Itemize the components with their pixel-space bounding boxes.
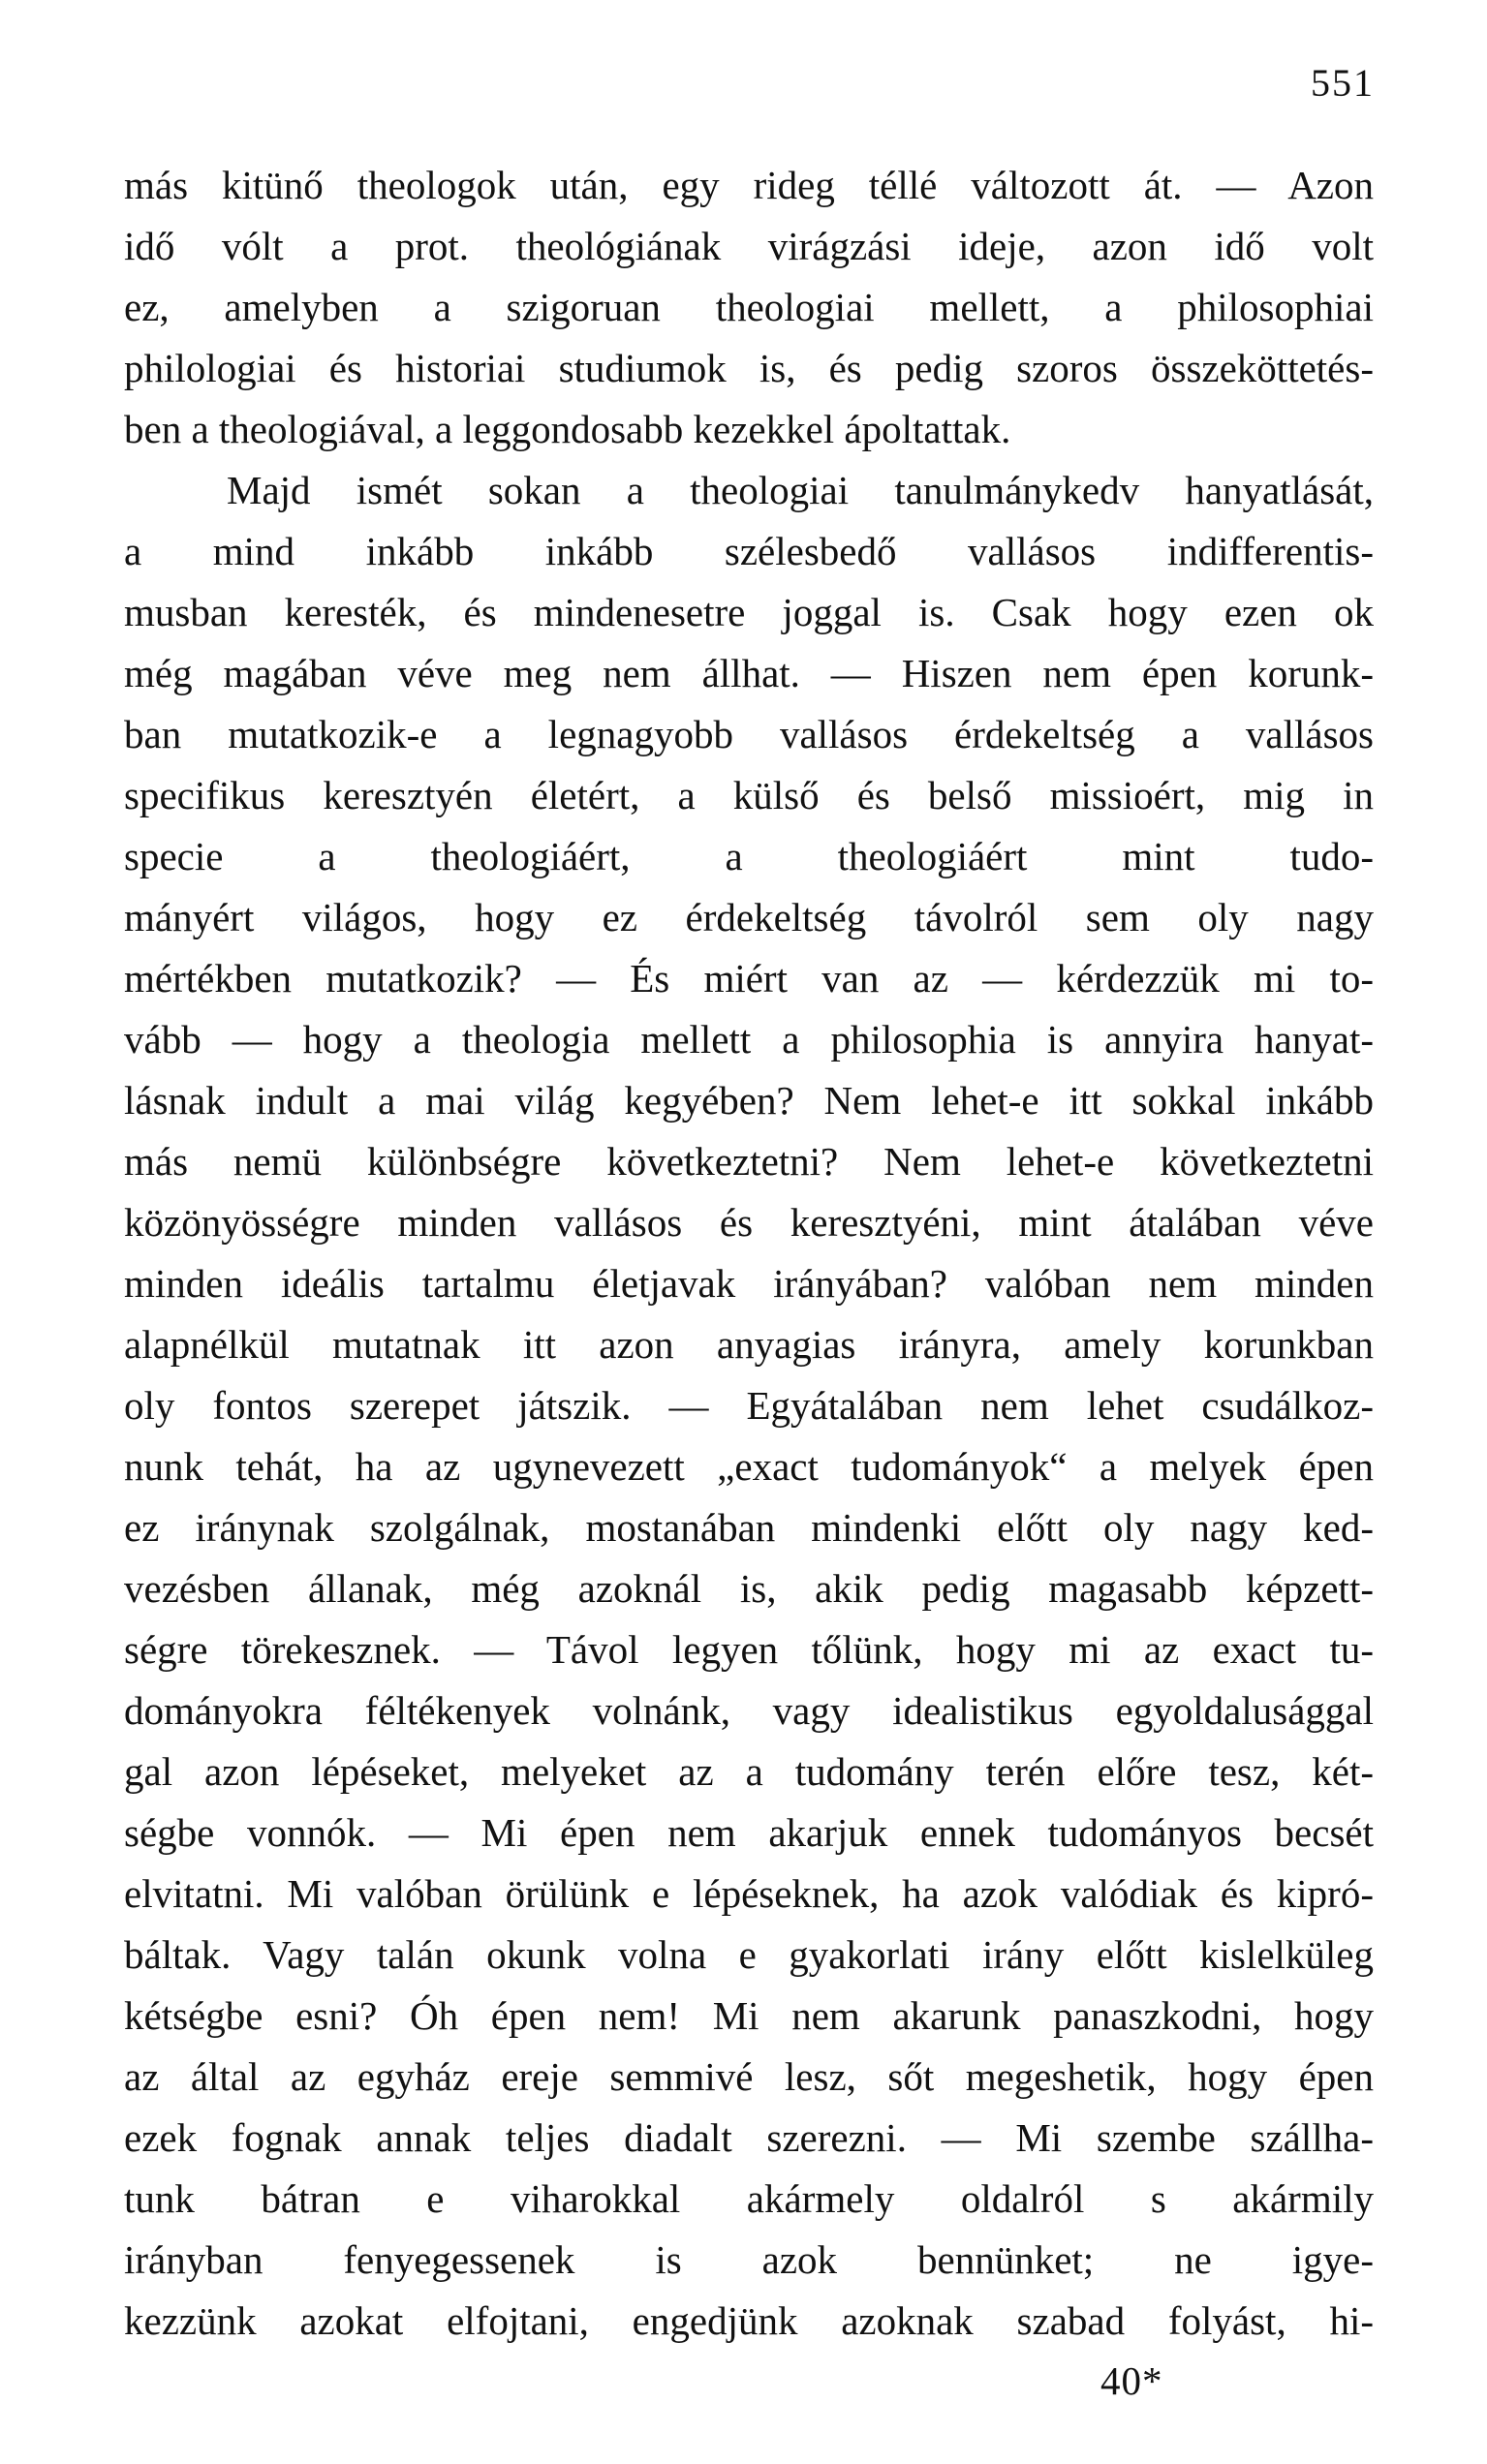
page-number: 551 bbox=[1311, 61, 1375, 105]
text-line: ban mutatkozik-e a legnagyobb vallásos érdekeltség a vallásos bbox=[124, 712, 1374, 756]
text-line: minden ideális tartalmu életjavak irányában? valóban nem minden bbox=[124, 1261, 1374, 1306]
signature-mark: 40* bbox=[1100, 2358, 1163, 2403]
text-line: specifikus keresztyén életért, a külső és belső missioért, mig in bbox=[124, 773, 1374, 817]
text-line: más nemü különbségre következtetni? Nem lehet-e következtetni bbox=[124, 1139, 1374, 1184]
text-line: mányért világos, hogy ez érdekeltség távolról sem oly nagy bbox=[124, 895, 1374, 939]
text-line: philologiai és historiai studiumok is, és pedig szoros összeköttetés- bbox=[124, 346, 1374, 390]
text-line: ez, amelyben a szigoruan theologiai mellett, a philosophiai bbox=[124, 285, 1374, 329]
text-line: irányban fenyegessenek is azok bennünket; ne igye- bbox=[124, 2237, 1374, 2282]
text-line: az által az egyház ereje semmivé lesz, sőt megeshetik, hogy épen bbox=[124, 2054, 1374, 2099]
text-line: vább — hogy a theologia mellett a philosophia is annyira hanyat- bbox=[124, 1017, 1374, 1062]
text-line: más kitünő theologok után, egy rideg téllé változott át. — Azon bbox=[124, 163, 1374, 207]
text-line: elvitatni. Mi valóban örülünk e lépéseknek, ha azok valódiak és kipró- bbox=[124, 1871, 1374, 1916]
text-line: gal azon lépéseket, melyeket az a tudomány terén előre tesz, két- bbox=[124, 1749, 1374, 1794]
text-line: mértékben mutatkozik? — És miért van az — kérdezzük mi to- bbox=[124, 956, 1374, 1001]
text-line: kezzünk azokat elfojtani, engedjünk azoknak szabad folyást, hi- bbox=[124, 2298, 1374, 2343]
text-line: lásnak indult a mai világ kegyében? Nem lehet-e itt sokkal inkább bbox=[124, 1078, 1374, 1123]
text-line: Majd ismét sokan a theologiai tanulmánykedv hanyatlását, bbox=[227, 468, 1374, 512]
text-line: vezésben állanak, még azoknál is, akik pedig magasabb képzett- bbox=[124, 1566, 1374, 1611]
text-line: alapnélkül mutatnak itt azon anyagias irányra, amely korunkban bbox=[124, 1322, 1374, 1367]
text-line: ben a theologiával, a leggondosabb kezekkel ápoltattak. bbox=[124, 407, 1011, 451]
text-line: dományokra féltékenyek volnánk, vagy idealistikus egyoldalusággal bbox=[124, 1688, 1374, 1733]
text-line: specie a theologiáért, a theologiáért mint tudo- bbox=[124, 834, 1374, 878]
text-line: nunk tehát, ha az ugynevezett „exact tudományok“ a melyek épen bbox=[124, 1444, 1374, 1489]
text-line: kétségbe esni? Óh épen nem! Mi nem akarunk panaszkodni, hogy bbox=[124, 1993, 1374, 2038]
body-text bbox=[124, 155, 1374, 2352]
text-line: idő vólt a prot. theológiának virágzási ideje, azon idő volt bbox=[124, 224, 1374, 268]
text-line: a mind inkább inkább szélesbedő vallásos indifferentis- bbox=[124, 529, 1374, 573]
text-line: közönyösségre minden vallásos és keresztyéni, mint átalában véve bbox=[124, 1200, 1374, 1245]
text-line: oly fontos szerepet játszik. — Egyátalában nem lehet csudálkoz- bbox=[124, 1383, 1374, 1428]
text-line: ségbe vonnók. — Mi épen nem akarjuk ennek tudományos becsét bbox=[124, 1810, 1374, 1855]
text-line: musban keresték, és mindenesetre joggal is. Csak hogy ezen ok bbox=[124, 590, 1374, 634]
text-line: ezek fognak annak teljes diadalt szerezni. — Mi szembe szállha- bbox=[124, 2115, 1374, 2160]
text-line: báltak. Vagy talán okunk volna e gyakorlati irány előtt kislelküleg bbox=[124, 1932, 1374, 1977]
text-line: tunk bátran e viharokkal akármely oldalról s akármily bbox=[124, 2176, 1374, 2221]
text-line: ségre törekesznek. — Távol legyen tőlünk, hogy mi az exact tu- bbox=[124, 1627, 1374, 1672]
text-line: még magában véve meg nem állhat. — Hiszen nem épen korunk- bbox=[124, 651, 1374, 695]
text-line: ez iránynak szolgálnak, mostanában mindenki előtt oly nagy ked- bbox=[124, 1505, 1374, 1550]
